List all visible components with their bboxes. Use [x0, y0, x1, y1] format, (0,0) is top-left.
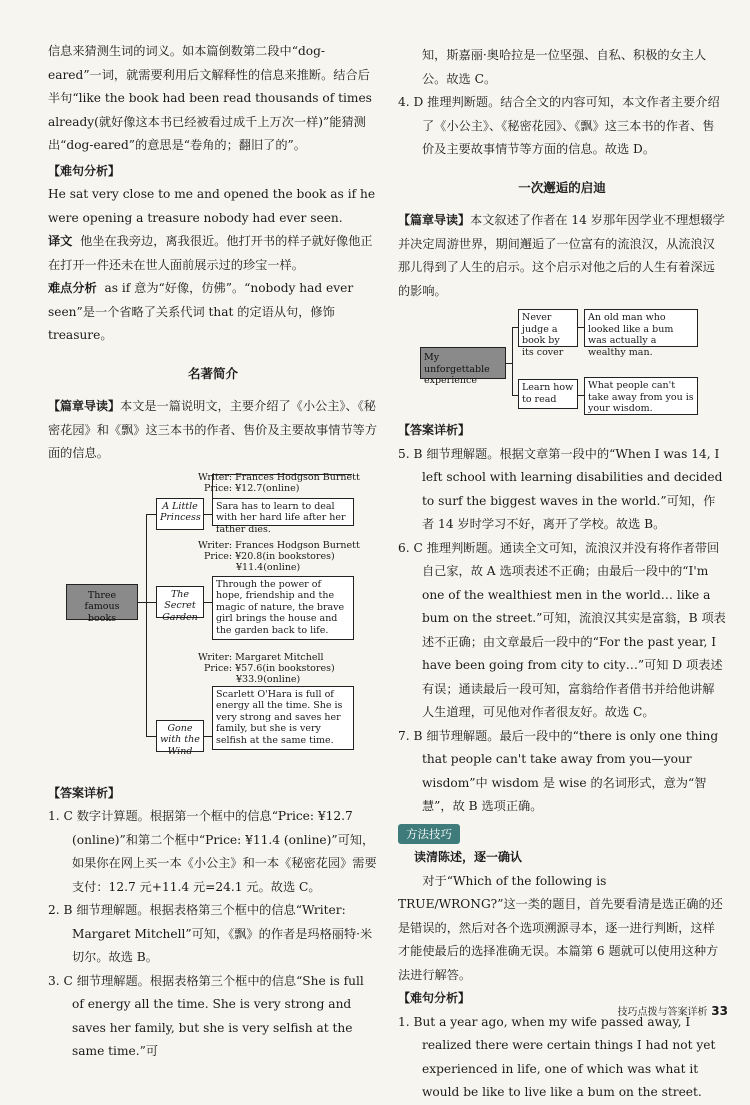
connector-line: [204, 736, 212, 737]
book-summary: Through the power of hope, friendship and the magic of nature, the brave girl brings the house and the garden back to life.: [212, 576, 354, 640]
book-price: Price: ¥12.7(online): [204, 482, 300, 494]
connector-line: [204, 514, 212, 515]
hard-sentence-english: He sat very close to me and opened the book as if he were opening a treasure nobody had ever seen.: [48, 187, 376, 225]
answer-item: 2. B 细节理解题。根据表格第三个框中的信息“Writer: Margaret Mitchell”可知，《飘》的作者是玛格丽特·米切尔。故选 B。: [48, 903, 373, 964]
intro-text: 本文叙述了作者在 14 岁那年因学业不理想辍学并决定周游世界，期间邂逅了一位富有的流浪汉，从流浪汉那儿得到了人生的启示。这个启示对他之后的人生有着深远的影响。: [398, 213, 725, 298]
method-label: 方法技巧: [398, 824, 460, 844]
book-summary: Sara has to learn to deal with her hard life after her father dies.: [212, 498, 354, 526]
book-price-online: ¥11.4(online): [236, 561, 301, 573]
page-footer: [617, 1003, 728, 1018]
book-title-box: The Secret Garden: [156, 586, 204, 618]
intro-paragraph: [398, 209, 726, 303]
intro-text: 本文是一篇说明文，主要介绍了《小公主》、《秘密花园》和《飘》这三本书的作者、售价及主要故事情节等方面的信息。: [48, 399, 378, 460]
book-title-box: Gone with the Wind: [156, 720, 204, 752]
section-title-encounter: 一次邂逅的启迪: [518, 179, 606, 195]
answer-heading: 【答案详析】: [48, 785, 121, 800]
hard-sentence-heading: 【难句分析】: [48, 163, 121, 178]
connector-line: [146, 736, 156, 737]
book-writer: Writer: Margaret Mitchell: [198, 651, 324, 663]
difficulty-label: 难点分析: [48, 281, 97, 295]
answer-item: 7. B 细节理解题。最后一段中的“there is only one thing that people can't take away from you—your wisdom”中 wisdom 是 wise 的名词形式，意为“智慧”，故 B 选项正确。: [398, 728, 719, 813]
hard-sentence-item: 1. But a year ago, when my wife passed away, I realized there were certain things I had not yet experienced in life, one of which was what it would be like to live like a bum on the street.: [398, 1014, 716, 1099]
section-title-classics: 名著简介: [187, 365, 238, 381]
method-text: 对于“Which of the following is TRUE/WRONG?”这一类的题目，首先要看清是选正确的还是错误的，然后对各个选项溯源寻本，逐一进行判断，这样才能使最后的选择准确无误。本篇第 6 题就可以使用这种方法进行解答。: [398, 873, 723, 982]
book-writer: Writer: Frances Hodgson Burnett: [198, 471, 360, 483]
map-node: An old man who looked like a bum was actually a wealthy man.: [584, 309, 698, 347]
book-title-box: A Little Princess: [156, 498, 204, 530]
method-title: 读清陈述，逐一确认: [414, 850, 523, 864]
answer-item: 4. D 推理判断题。结合全文的内容可知，本文作者主要介绍了《小公主》、《秘密花园》、《飘》这三本书的作者、售价及主要故事情节等方面的信息。故选 D。: [398, 95, 720, 156]
map-node: Never judge a book by its cover: [518, 309, 578, 347]
intro-label: 【篇章导读】: [398, 213, 471, 227]
answer-item: 1. C 数字计算题。根据第一个框中的信息“Price: ¥12.7 (online)”和第二个框中“Price: ¥11.4 (online)”可知，如果你在网上买一本《小公主》和一本《秘密花园》需要支付：12.7 元+11.4 元=24.1 元。故选 C。: [48, 809, 377, 894]
book-price: Price: ¥57.6(in bookstores): [204, 662, 335, 674]
answer-continuation: 知，斯嘉丽·奥哈拉是一位坚强、自私、积极的女主人公。故选 C。: [422, 48, 707, 86]
page-number: 33: [711, 1004, 728, 1018]
translation: [48, 230, 378, 277]
difficulty-analysis: [48, 277, 378, 348]
translation-label: 译文: [48, 234, 73, 248]
method-box: [398, 823, 726, 847]
connector-line: [146, 602, 156, 603]
connector-line: [512, 327, 513, 395]
left-paragraph-1: 信息来猜测生词的词义。如本篇倒数第二段中“dog-eared”一词，就需要利用后文解释性的信息来推断。结合后半句“like the book had been read thousands of times already(就好像这本书已经被看过成千上万次一样)”能猜测出“dog-eared”的意思是“卷角的；翻旧了的”。: [48, 44, 372, 152]
diagram-center-box: Three famous books: [66, 584, 138, 620]
answer-item: 6. C 推理判断题。通读全文可知，流浪汉并没有将作者带回自己家，故 A 选项表述不正确；由最后一段中的“I'm one of the wealthiest men in the world… like a bum on the street.”可知，流浪汉其实是富翁，B 项表述不正确；由文章最后一段中的“For the past year, I have been going from city to city…”可知 D 项表述有误；通读最后一段可知，富翁给作者借书并给他讲解人生道理，可见他对作者很友好。故选 C。: [398, 540, 726, 719]
map-node: Learn how to read: [518, 379, 578, 409]
book-price: Price: ¥20.8(in bookstores): [204, 550, 335, 562]
map-center-box: My unforgettable experience: [420, 347, 506, 379]
difficulty-text: as if 意为“好像，仿佛”。“nobody had ever seen”是一个省略了关系代词 that 的定语从句，修饰 treasure。: [48, 281, 354, 342]
hard-sentence-heading: 【难句分析】: [398, 991, 471, 1005]
experience-diagram: [398, 309, 726, 419]
left-column: [48, 40, 378, 1064]
book-summary: Scarlett O'Hara is full of energy all the time. She is very strong and saves her family, but she is very selfish at the same time.: [212, 686, 354, 750]
footer-label: 技巧点拨与答案详析: [617, 1007, 708, 1018]
intro-paragraph: [48, 395, 378, 466]
answer-item: 3. C 细节理解题。根据表格第三个框中的信息“She is full of energy all the time. She is very strong and saves her family, but she is very selfish at the same time.”可: [48, 973, 364, 1058]
answer-item: 5. B 细节理解题。根据文章第一段中的“When I was 14, I left school with learning disabilities and decided to surf the biggest waves in the world.”可知，作者 14 岁时学习不好，离开了学校。故选 B。: [398, 446, 723, 531]
book-writer: Writer: Frances Hodgson Burnett: [198, 539, 360, 551]
connector-line: [146, 514, 147, 736]
answer-heading: 【答案详析】: [398, 423, 471, 437]
connector-line: [146, 514, 156, 515]
connector-line: [138, 602, 146, 603]
intro-label: 【篇章导读】: [48, 399, 121, 413]
translation-text: 他坐在我旁边，离我很近。他打开书的样子就好像他正在打开一件还未在世人面前展示过的珍宝一样。: [48, 234, 373, 272]
book-price-online: ¥33.9(online): [236, 673, 301, 685]
connector-line: [212, 474, 352, 475]
books-diagram: [48, 472, 378, 774]
map-node: What people can't take away from you is your wisdom.: [584, 377, 698, 415]
connector-line: [204, 602, 212, 603]
right-column: [398, 44, 726, 1105]
